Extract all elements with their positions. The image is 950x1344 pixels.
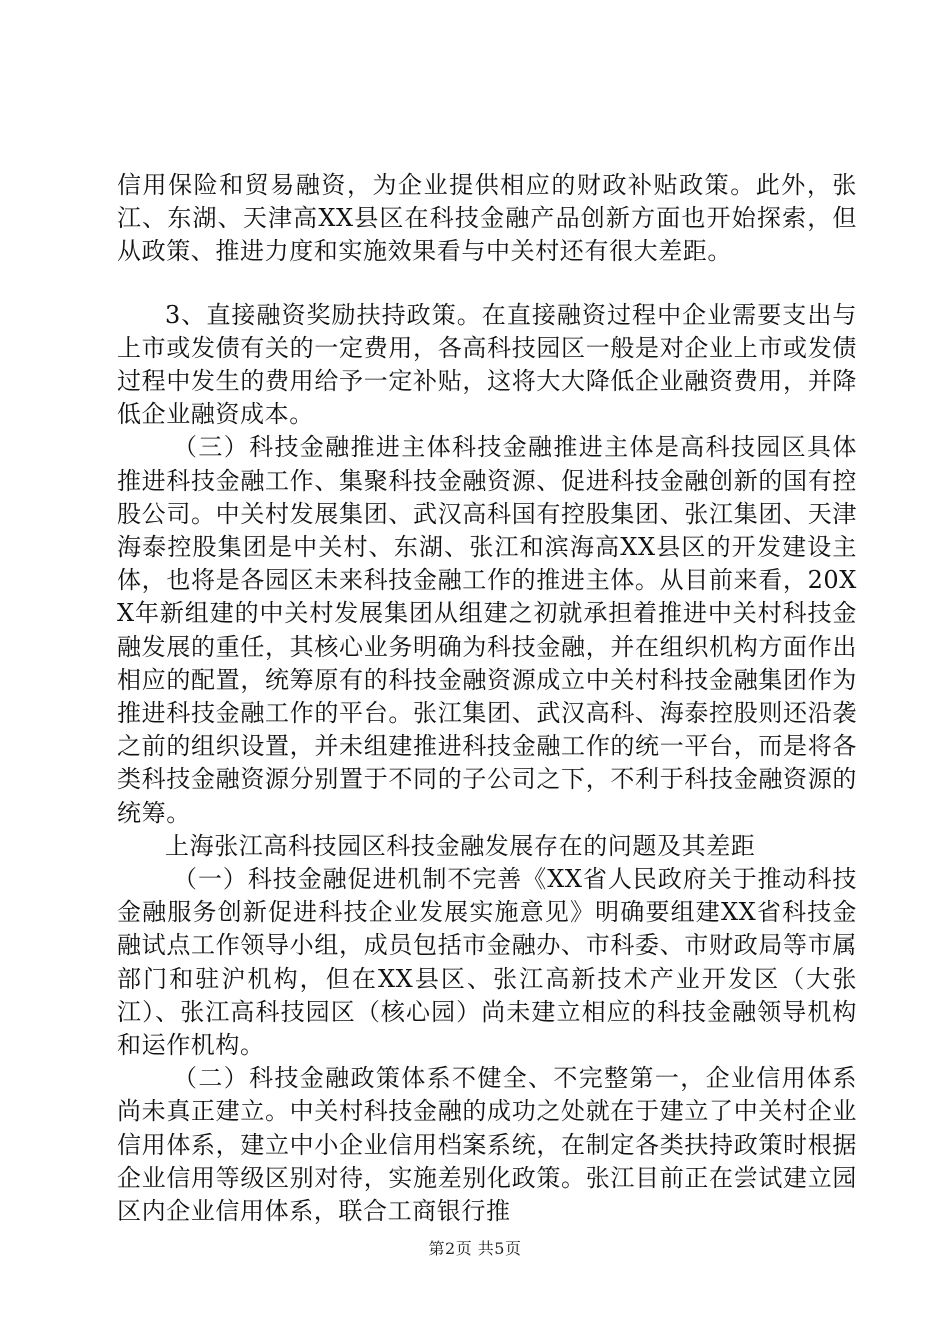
paragraph-direct-financing: 3、直接融资奖励扶持政策。在直接融资过程中企业需要支出与上市或发债有关的一定费用，各高科技园区一般是对企业上市或发债过程中发生的费用给予一定补贴，这将大大降低企业融资费用，并降低企业融资成本。 bbox=[117, 300, 857, 429]
section-heading-problems: 上海张江高科技园区科技金融发展存在的问题及其差距 bbox=[165, 831, 756, 860]
paragraph-credit-insurance: 信用保险和贸易融资，为企业提供相应的财政补贴政策。此外，张江、东湖、天津高XX县区在科技金融产品创新方面也开始探索，但从政策、推进力度和实施效果看与中关村还有很大差距。 bbox=[117, 171, 857, 266]
page-footer: 第2页 共5页 bbox=[428, 1239, 522, 1258]
document-body bbox=[117, 169, 857, 1228]
paragraph-promotion-entity: （三）科技金融推进主体科技金融推进主体是高科技园区具体推进科技金融工作、集聚科技金融资源、促进科技金融创新的国有控股公司。中关村发展集团、武汉高科国有控股集团、张江集团、天津海泰控股集团是中关村、东湖、张江和滨海高XX县区的开发建设主体，也将是各园区未来科技金融工作的推进主体。从目前来看，20XX年新组建的中关村发展集团从组建之初就承担着推进中关村科技金融发展的重任，其核心业务明确为科技金融，并在组织机构方面作出相应的配置，统筹原有的科技金融资源成立中关村科技金融集团作为推进科技金融工作的平台。张江集团、武汉高科、海泰控股则还沿袭之前的组织设置，并未组建推进科技金融工作的统一平台，而是将各类科技金融资源分别置于不同的子公司之下，不利于科技金融资源的统筹。 bbox=[117, 433, 857, 827]
paragraph-mechanism: （一）科技金融促进机制不完善《XX省人民政府关于推动科技金融服务创新促进科技企业发展实施意见》明确要组建XX省科技金融试点工作领导小组，成员包括市金融办、市科委、市财政局等市属部门和驻沪机构，但在XX县区、张江高新技术产业开发区（大张江）、张江高科技园区（核心园）尚未建立相应的科技金融领导机构和运作机构。 bbox=[117, 865, 857, 1060]
paragraph-policy-system: （二）科技金融政策体系不健全、不完整第一，企业信用体系尚未真正建立。中关村科技金融的成功之处就在于建立了中关村企业信用体系，建立中小企业信用档案系统，在制定各类扶持政策时根据企业信用等级区别对待，实施差别化政策。张江目前正在尝试建立园区内企业信用体系，联合工商银行推 bbox=[117, 1064, 857, 1226]
